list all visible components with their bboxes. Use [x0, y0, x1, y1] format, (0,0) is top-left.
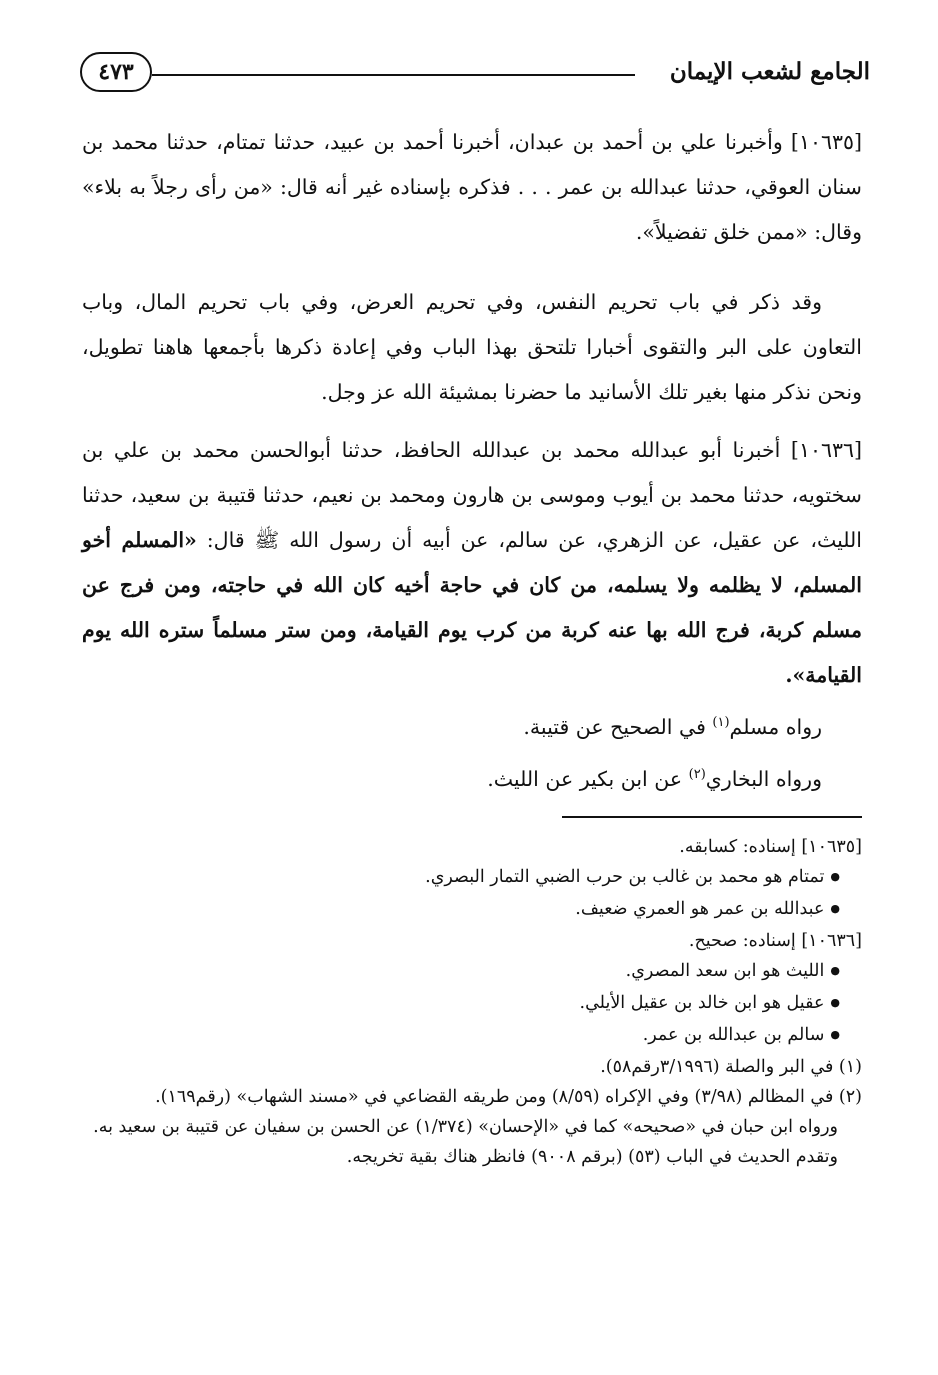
footnote-1: (١) في البر والصلة (٣/١٩٩٦رقم٥٨). [600, 1057, 862, 1077]
paragraph-muslim [82, 700, 862, 750]
running-title: الجامع لشعب الإيمان [669, 58, 870, 85]
paragraph-text [82, 428, 862, 698]
header-rule [152, 74, 635, 76]
note-bullet: ● تمتام هو محمد بن غالب بن حرب الضبي التمار البصري. [82, 862, 862, 894]
note-head-10636: [١٠٦٣٦] إسناده: صحيح. [688, 931, 862, 951]
text-span: رواه مسلم [729, 714, 822, 739]
note-head-10635: [١٠٦٣٥] إسناده: كسابقه. [679, 837, 862, 857]
note-bullet: ● عبدالله بن عمر هو العمري ضعيف. [82, 894, 862, 926]
hadith-text: «المسلم أخو المسلم، لا يظلمه ولا يسلمه، من كان في حاجة أخيه كان الله في حاجته، ومن فرج عن مسلم كربة، فرج الله بها عنه كربة من كرب يوم القيامة، ومن ستر مسلماً ستره الله يوم القيامة». [82, 528, 862, 687]
paragraph-note-on-chapters [82, 280, 862, 415]
footnote-ref-2: (٢) [688, 767, 706, 782]
footnotes [82, 832, 862, 1172]
text-span: ورواه البخاري [705, 766, 822, 791]
page-header [80, 52, 870, 100]
page-number-badge: ٤٧٣ [80, 52, 152, 92]
footnote-ref-1: (١) [712, 715, 730, 730]
paragraph-text [82, 752, 862, 802]
text-span: في الصحيح عن قتيبة. [523, 714, 713, 739]
footnote-separator [562, 816, 862, 818]
note-bullet: ● الليث هو ابن سعد المصري. [82, 956, 862, 988]
isnad-text: [١٠٦٣٦] أخبرنا أبو عبدالله محمد بن عبدالله الحافظ، حدثنا أبوالحسن محمد بن علي بن سختويه، حدثنا محمد بن أيوب وموسى بن هارون ومحمد بن نعيم، حدثنا قتيبة بن سعيد، حدثنا الليث، عن عقيل، عن الزهري، عن سالم، عن أبيه أن رسول الله ﷺ قال: [82, 438, 863, 552]
text-span: عن ابن بكير عن الليث. [487, 766, 689, 791]
paragraph-bukhari [82, 752, 862, 802]
footnote-2-continued: وتقدم الحديث في الباب (٥٣) (برقم ٩٠٠٨) فانظر هناك بقية تخريجه. [346, 1147, 838, 1167]
paragraph-text [82, 700, 862, 750]
footnote-2: (٢) في المظالم (٣/٩٨) وفي الإكراه (٨/٥٩) ومن طريقه القضاعي في «مسند الشهاب» (رقم١٦٩). [155, 1087, 862, 1107]
footnote-2-continued: ورواه ابن حبان في «صحيحه» كما في «الإحسان» (١/٣٧٤) عن الحسن بن سفيان عن قتيبة بن سعيد به. [93, 1117, 838, 1137]
paragraph-10636 [82, 428, 862, 698]
note-bullet: ● عقيل هو ابن خالد بن عقيل الأيلي. [82, 988, 862, 1020]
note-bullet: ● سالم بن عبدالله بن عمر. [82, 1020, 862, 1052]
paragraph-10635 [82, 120, 862, 255]
paragraph-text: [١٠٦٣٥] وأخبرنا علي بن أحمد بن عبدان، أخبرنا أحمد بن عبيد، حدثنا تمتام، حدثنا محمد بن سنان العوقي، حدثنا عبدالله بن عمر . . . فذكره بإسناده غير أنه قال: «من رأى رجلاً به بلاء» وقال: «ممن خلق تفضيلاً». [82, 130, 862, 244]
paragraph-text: وقد ذكر في باب تحريم النفس، وفي تحريم العرض، وفي باب تحريم المال، وباب التعاون على البر والتقوى أخبارا تلتحق بهذا الباب وفي إعادة ذكرها بأجمعها هاهنا تطويل، ونحن نذكر منها بغير تلك الأسانيد ما حضرنا بمشيئة الله عز وجل. [82, 290, 862, 404]
